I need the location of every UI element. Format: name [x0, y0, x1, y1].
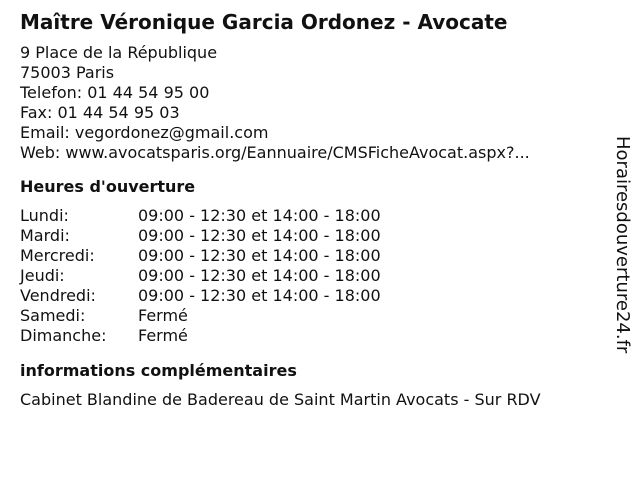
hours-row-monday — [20, 206, 610, 226]
address-street: 9 Place de la République — [20, 43, 218, 62]
contact-block — [20, 83, 610, 163]
hours-row-tuesday — [20, 226, 610, 246]
email-address: Email: vegordonez@gmail.com — [20, 123, 269, 142]
day-label: Mercredi: — [20, 246, 95, 265]
day-label: Lundi: — [20, 206, 69, 225]
day-label: Samedi: — [20, 306, 86, 325]
time-range: 09:00 - 12:30 et 14:00 - 18:00 — [138, 266, 381, 285]
time-range: 09:00 - 12:30 et 14:00 - 18:00 — [138, 226, 381, 245]
vertical-watermark: Horairesdouverture24.fr — [612, 136, 633, 354]
time-range: Fermé — [138, 306, 188, 325]
additional-info-text: Cabinet Blandine de Badereau de Saint Martin Avocats - Sur RDV — [20, 390, 541, 409]
additional-info-heading: informations complémentaires — [20, 361, 297, 380]
phone-number: Telefon: 01 44 54 95 00 — [20, 83, 210, 102]
time-range: 09:00 - 12:30 et 14:00 - 18:00 — [138, 206, 381, 225]
hours-row-sunday — [20, 326, 610, 346]
day-label: Vendredi: — [20, 286, 96, 305]
fax-number: Fax: 01 44 54 95 03 — [20, 103, 180, 122]
hours-row-thursday — [20, 266, 610, 286]
page-title: Maître Véronique Garcia Ordonez - Avocate — [20, 10, 508, 34]
hours-row-saturday — [20, 306, 610, 326]
opening-hours-heading: Heures d'ouverture — [20, 177, 196, 196]
day-label: Dimanche: — [20, 326, 107, 345]
business-card — [20, 10, 610, 410]
address-block — [20, 43, 610, 83]
opening-hours-table — [20, 206, 610, 346]
website-link: Web: www.avocatsparis.org/Eannuaire/CMSFicheAvocat.aspx?... — [20, 143, 530, 162]
address-city: 75003 Paris — [20, 63, 115, 82]
day-label: Mardi: — [20, 226, 70, 245]
time-range: Fermé — [138, 326, 188, 345]
day-label: Jeudi: — [20, 266, 65, 285]
hours-row-wednesday — [20, 246, 610, 266]
hours-row-friday — [20, 286, 610, 306]
time-range: 09:00 - 12:30 et 14:00 - 18:00 — [138, 246, 381, 265]
time-range: 09:00 - 12:30 et 14:00 - 18:00 — [138, 286, 381, 305]
